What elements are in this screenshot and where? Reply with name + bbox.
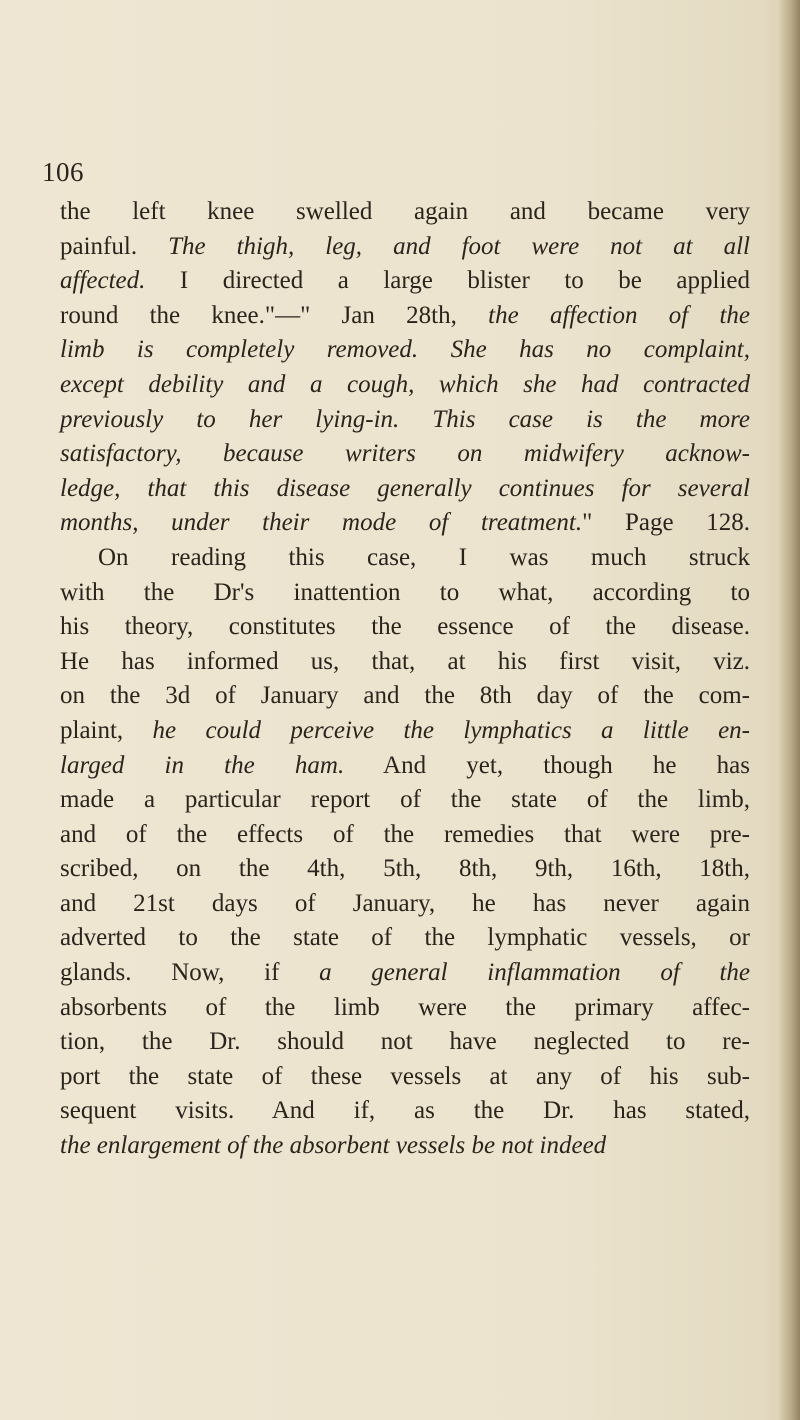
text-segment: sequent visits. And if, as the Dr. has stated,: [60, 1097, 750, 1125]
italic-text: limb is completely removed. She has no complaint,: [60, 336, 750, 364]
text-line: [60, 368, 750, 403]
text-segment: tion, the Dr. should not have neglected to re-: [60, 1028, 750, 1056]
text-line: [60, 1025, 750, 1060]
italic-text: months, under their mode of treatment.: [60, 509, 583, 537]
text-segment: port the state of these vessels at any of his sub-: [60, 1062, 750, 1090]
text-segment: adverted to the state of the lymphatic vessels, or: [60, 924, 750, 952]
text-line: [60, 437, 750, 472]
text-line: [60, 1129, 750, 1164]
italic-text: the affection of the: [488, 301, 750, 329]
italic-text: previously to her lying-in. This case is the more: [60, 405, 750, 433]
text-segment: absorbents of the limb were the primary affec-: [60, 993, 750, 1021]
text-line: [60, 230, 750, 265]
text-segment: On reading this case, I was much struck: [98, 543, 750, 571]
text-segment: made a particular report of the state of the limb,: [60, 786, 750, 814]
text-line: [60, 333, 750, 368]
text-line: [60, 403, 750, 438]
text-segment: glands. Now, if: [60, 959, 320, 987]
text-line: [60, 541, 750, 576]
text-line: [60, 472, 750, 507]
text-line: [60, 1094, 750, 1129]
text-segment: on the 3d of January and the 8th day of the com-: [60, 682, 750, 710]
italic-text: The thigh, leg, and foot were not at all: [168, 232, 750, 260]
text-line: [60, 818, 750, 853]
text-line: [60, 195, 750, 230]
text-line: [60, 506, 750, 541]
text-segment: the left knee swelled again and became very: [60, 198, 750, 225]
text-line: [60, 714, 750, 749]
text-line: [60, 645, 750, 680]
italic-text: affected.: [60, 267, 146, 295]
text-segment: I directed a large blister to be applied: [145, 267, 750, 295]
italic-text: he could perceive the lymphatics a little en-: [152, 716, 751, 744]
text-line: [60, 956, 750, 991]
text-line: [60, 921, 750, 956]
body-text: [60, 195, 750, 1164]
text-segment: and 21st days of January, he has never again: [60, 889, 750, 917]
text-segment: with the Dr's inattention to what, according to: [60, 578, 750, 606]
italic-text: a general inflammation of the: [319, 959, 750, 987]
text-line: [60, 679, 750, 714]
text-segment: his theory, constitutes the essence of the disease.: [60, 613, 750, 641]
text-segment: He has informed us, that, at his first visit, viz.: [60, 647, 750, 675]
text-line: [60, 852, 750, 887]
text-segment: and of the effects of the remedies that were pre-: [60, 820, 750, 848]
page-edge-shadow: [778, 0, 800, 1420]
text-line: [60, 783, 750, 818]
text-segment: round the knee."—" Jan 28th,: [60, 301, 489, 329]
text-line: [60, 576, 750, 611]
italic-text: satisfactory, because writers on midwifery acknow-: [60, 440, 750, 468]
text-segment: And yet, though he has: [344, 751, 750, 779]
text-line: [60, 887, 750, 922]
italic-text: the enlargement of the absorbent vessels be not indeed: [60, 1132, 607, 1160]
text-line: [60, 749, 750, 784]
text-segment: " Page 128.: [582, 509, 750, 537]
text-segment: scribed, on the 4th, 5th, 8th, 9th, 16th, 18th,: [60, 855, 750, 883]
text-line: [60, 610, 750, 645]
text-line: [60, 1060, 750, 1095]
text-line: [60, 264, 750, 299]
italic-text: except debility and a cough, which she had contracted: [60, 370, 750, 398]
text-segment: painful.: [60, 232, 169, 260]
text-line: [60, 299, 750, 334]
italic-text: ledge, that this disease generally continues for several: [60, 474, 750, 502]
page-number: 106: [42, 157, 84, 187]
text-line: [60, 991, 750, 1026]
text-segment: plaint,: [60, 716, 153, 744]
italic-text: larged in the ham.: [60, 751, 345, 779]
